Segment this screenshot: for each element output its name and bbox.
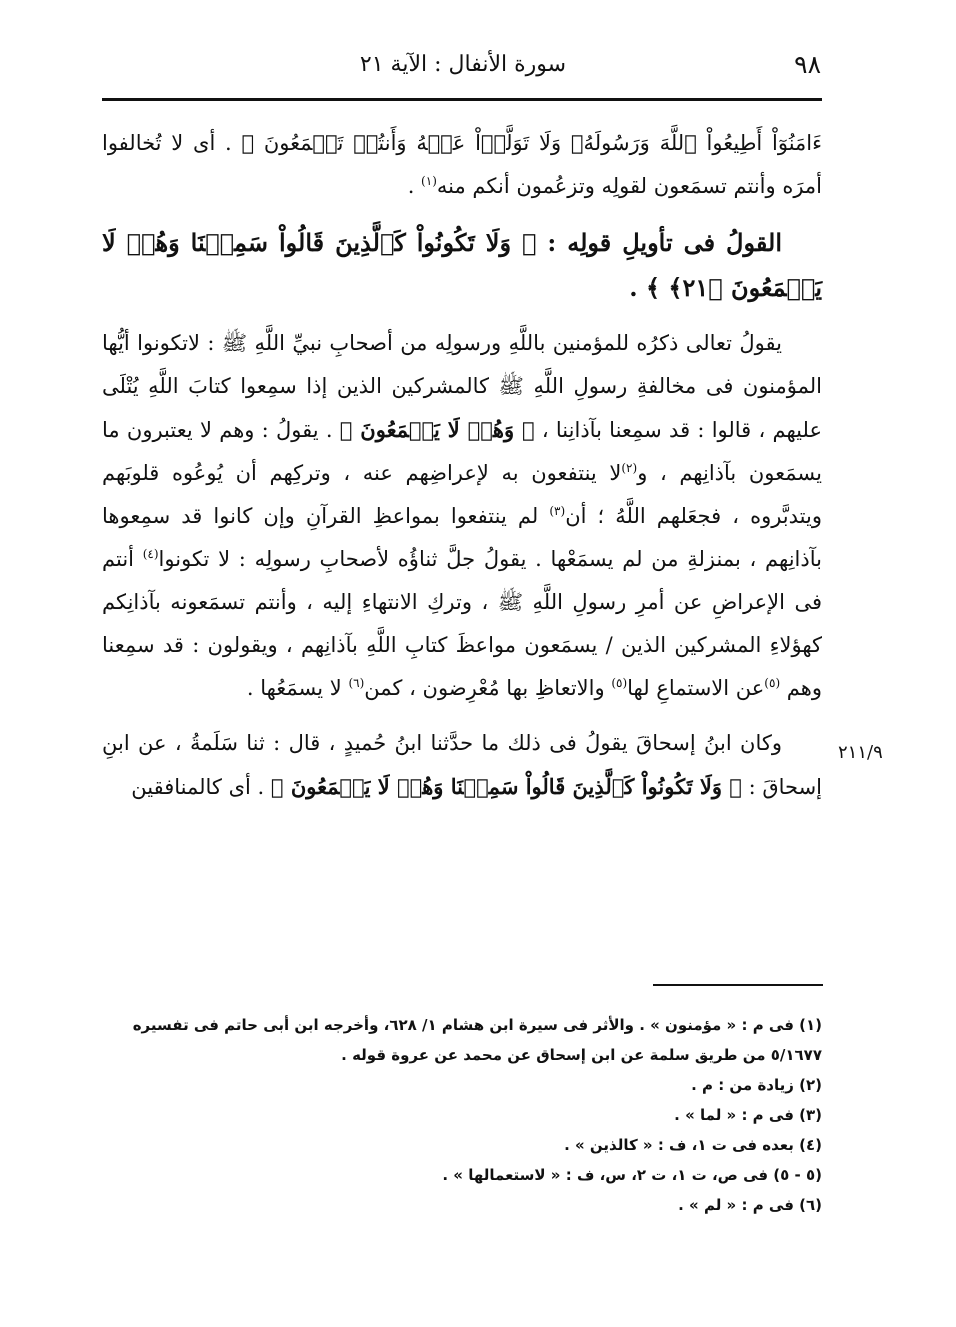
page-number: ٩٨ (794, 50, 821, 79)
paragraph-2-e: أنتم فى الإعراضِ عن أمرِ رسولِ اللَّهِ ﷺ ، وتركِ الانتهاءِ إليه ، وأنتم تسمَعونه بآذانِكم كهؤلاءِ المشركين الذين / يسمَعون مواعظَ كتابِ اللَّهِ بآذانِهم ، ويقولون : قد سمِعنا وهم (102, 547, 822, 700)
paragraph-3-a: وكان ابنُ إسحاقَ يقولُ فى ذلك ما حدَّثنا ابنُ حُميدٍ ، قال : ثنا سَلَمةُ ، عن ابنِ إسحاقَ : (102, 731, 822, 799)
running-title: سورة الأنفال : الآية ٢١ (359, 52, 567, 77)
section-heading (102, 220, 822, 310)
paragraph-1-text: ءَامَنُوٓاْ أَطِيعُواْ ٱللَّهَ وَرَسُولَهُۥ وَلَا تَوَلَّوۡاْ عَنۡهُ وَأَنتُمۡ تَسۡمَعُونَ ﴾ . أى لا تُخالفوا أمرَه وأنتم تسمَعون لقولِه وتزعُمون أنكم منه (102, 131, 823, 198)
footnote-ref-1: (١) (421, 174, 437, 188)
paragraph-2-verse: ﴿ وَهُمۡ لَا يَسۡمَعُونَ ﴾ (339, 417, 535, 442)
paragraph-3 (102, 722, 822, 809)
footnote-6: (٦) فى م : « لم » . (678, 1196, 822, 1214)
header-rule (102, 98, 822, 101)
paragraph-2-h: لا يسمَعُها . (246, 676, 349, 700)
paragraph-3-b: . أى كالمنافقين (131, 775, 271, 799)
footnote-2: (٢) زيادة من : م . (691, 1076, 822, 1094)
paragraph-2-g: والاتعاظِ بها مُعْرِضون ، كمن (364, 676, 612, 700)
footnotes (102, 1010, 822, 1220)
paragraph-3-verse: ﴿ وَلَا تَكُونُواْ كَٱلَّذِينَ قَالُواْ سَمِعۡنَا وَهُمۡ لَا يَسۡمَعُونَ ﴾ (270, 774, 742, 799)
footnote-ref-6: (٦) (348, 676, 365, 690)
heading-verse: ﴿ وَلَا تَكُونُواْ كَٱلَّذِينَ قَالُواْ سَمِعۡنَا وَهُمۡ لَا يَسۡمَعُونَ ﴿٢١﴾ ﴾ . (102, 228, 822, 302)
footnote-rule (653, 984, 823, 986)
footnote-ref-5-start: (٥) (764, 676, 781, 690)
footnote-5: (٥ - ٥) فى ص، ت ١، ت ٢، س، ف : « لاستعمالها » . (442, 1166, 822, 1184)
paragraph-2 (102, 322, 822, 710)
footnote-3: (٣) فى م : « لما » . (674, 1106, 822, 1124)
footnote-1: (١) فى م : « مؤمنون » . والأثر فى سيرة ابن هشام ١/ ٦٢٨، وأخرجه ابن أبى حاتم فى تفسيره ٥/١٦٧٧ من طريق سلمة عن ابن إسحاق عن محمد عن عروة قوله . (132, 1016, 822, 1064)
footnote-ref-3: (٣) (549, 504, 566, 518)
paragraph-2-c: لا ينتفعون به لإعراضِهم عنه ، وتركِهم أن يُوعُوه قلوبَهم ويتدبَّروه ، فجعَلهم اللَّهُ ؛ أن (102, 461, 822, 528)
paragraph-2-d: لم ينتفعوا بمواعظِ القرآنِ وإن كانوا قد سمِعوها بآذانِهم ، بمنزلةِ من لم يسمَعْها . يقولُ جلَّ ثناؤُه لأصحابِ رسولِه : لا تكونوا (102, 504, 822, 571)
main-text (102, 122, 822, 809)
paragraph-2-f: عن الاستماعِ لها (627, 676, 765, 700)
footnote-ref-5-end: (٥) (611, 676, 628, 690)
paragraph-2-a: يقولُ تعالى ذكرُه للمؤمنين باللَّهِ ورسولِه من أصحابِ نبيِّ اللَّهِ ﷺ : لاتكونوا أيُّها المؤمنون فى مخالفةِ رسولِ اللَّهِ ﷺ كالمشركين الذين إذا سمِعوا كتابَ اللَّهِ يُتْلَى عليهم ، قالوا : قد سمِعنا بآذانِنا ، (102, 331, 823, 442)
margin-reference: ٢١١/٩ (838, 742, 883, 763)
paragraph-2-b: . يقولُ : وهم لا يعتبرون ما يسمَعون بآذانِهم ، و (102, 418, 822, 485)
footnote-ref-2: (٢) (621, 461, 638, 475)
paragraph-1 (102, 122, 822, 208)
heading-lead: القولُ فى تأويلِ قولِه : (536, 228, 783, 257)
footnote-4: (٤) بعده فى ت ١، ف : « كالذين » . (564, 1136, 822, 1154)
footnote-ref-4: (٤) (142, 547, 159, 561)
page-header (105, 46, 821, 96)
paragraph-1-end: . (407, 174, 422, 198)
